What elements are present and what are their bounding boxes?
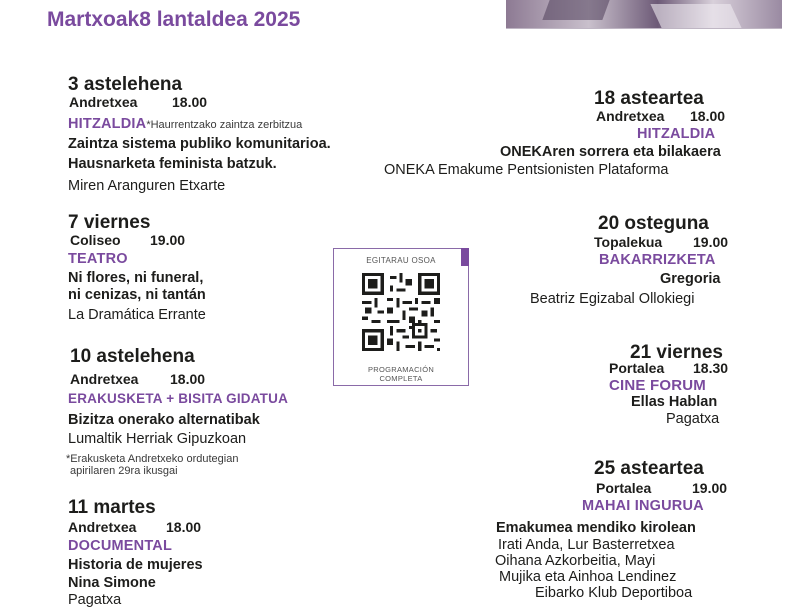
event-category-row [68,115,302,133]
event-title-line: ONEKAren sorrera eta bilakaera [500,144,721,160]
event-place: Andretxea [596,108,665,124]
event-date: 3 astelehena [68,74,183,95]
event-time: 18.00 [690,108,726,124]
page-title: Martxoak8 lantaldea 2025 [47,8,301,31]
event-date: 7 viernes [68,212,151,233]
event-date: 18 asteartea [594,88,704,109]
event-category: ERAKUSKETA + BISITA GIDATUA [68,391,289,406]
event-time: 19.00 [150,232,186,248]
event-author: Lumaltik Herriak Gipuzkoan [68,431,247,447]
qr-top-label: EGITARAU OSOA [366,256,436,265]
event-title-line: Gregoria [660,271,721,287]
event-author: ONEKA Emakume Pentsionisten Plataforma [384,162,669,178]
event-time: 19.00 [692,480,728,496]
event-title-line: Ellas Hablan [631,394,718,410]
event-category: HITZALDIA [637,126,716,142]
event-title-line: Hausnarketa feminista batzuk. [68,156,277,172]
event-place: Portalea [609,360,665,376]
qr-bottom-line: PROGRAMACIÓN [367,365,435,374]
event-date: 20 osteguna [598,213,709,234]
event-author: Mujika eta Ainhoa Lendinez [499,569,677,585]
event-category: DOCUMENTAL [68,538,173,554]
event-title-line: Bizitza onerako alternatibak [68,412,260,428]
event-author: Pagatxa [68,592,122,608]
event-note: *Erakusketa Andretxeko ordutegian [66,453,239,465]
event-time: 19.00 [693,234,729,250]
qr-bottom-label [334,365,468,383]
event-title-line: Emakumea mendiko kirolean [496,520,696,536]
event-category: TEATRO [68,251,128,267]
event-category: CINE FORUM [609,377,706,394]
event-date: 21 viernes [630,342,723,363]
event-place: Portalea [596,480,652,496]
event-category: BAKARRIZKETA [599,252,716,268]
event-category: MAHAI INGURUA [582,498,704,514]
qr-code-panel[interactable] [333,248,469,386]
event-title-line: Ni flores, ni funeral, [68,270,204,286]
event-category: HITZALDIA [68,116,147,132]
event-date: 25 asteartea [594,458,704,479]
event-category-note: *Haurrentzako zaintza zerbitzua [146,119,303,131]
event-author: Eibarko Klub Deportiboa [535,585,693,601]
event-title-line: Zaintza sistema publiko komunitarioa. [68,136,331,152]
qr-bottom-line: COMPLETA [379,374,423,383]
event-author: Oihana Azkorbeitia, Mayi [495,553,656,569]
event-time: 18.30 [693,360,729,376]
event-author: Beatriz Egizabal Ollokiegi [530,291,695,307]
event-title-line: Nina Simone [68,575,156,591]
event-author: Miren Aranguren Etxarte [68,178,226,194]
event-place: Andretxea [68,519,137,535]
event-author: Irati Anda, Lur Basterretxea [498,537,675,553]
event-author: Pagatxa [666,411,720,427]
event-place: Andretxea [69,94,138,110]
event-author: La Dramática Errante [68,307,206,323]
event-time: 18.00 [170,371,206,387]
event-time: 18.00 [172,94,208,110]
event-place: Topalekua [594,234,663,250]
event-time: 18.00 [166,519,202,535]
event-date: 10 astelehena [70,346,195,367]
event-date: 11 martes [68,497,156,518]
header-image [506,0,782,29]
qr-code-icon[interactable] [362,273,440,351]
event-note: apirilaren 29ra ikusgai [70,465,178,477]
event-title-line: ni cenizas, ni tantán [68,287,206,303]
event-place: Andretxea [70,371,139,387]
event-title-line: Historia de mujeres [68,557,203,573]
event-place: Coliseo [70,232,121,248]
